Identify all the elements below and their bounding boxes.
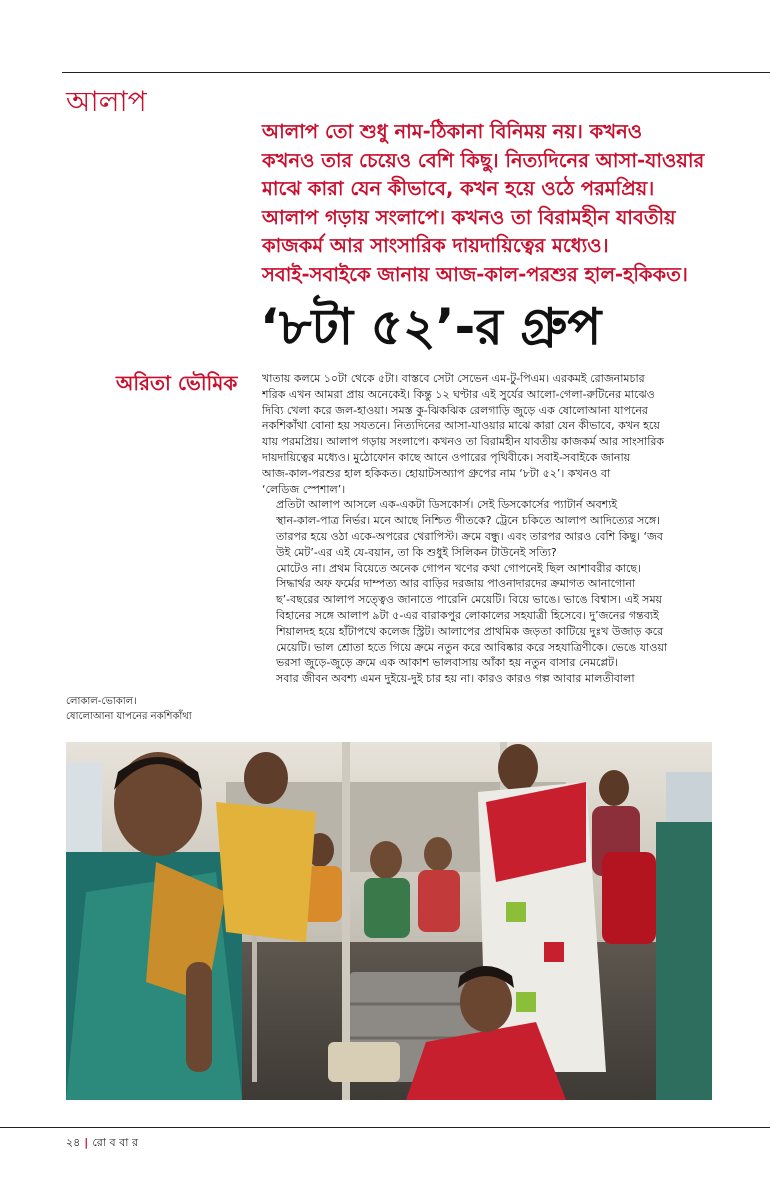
body-line: তারপর হয়ে ওঠা একে-অপরের থেরাপিস্ট। ক্রমে বন্ধু। এবং তারপর আরও বেশি কিছু। ‘জব: [276, 529, 663, 543]
train-compartment-photo: [66, 742, 712, 1100]
section-label: আলাপ: [66, 85, 147, 118]
body-paragraph: [262, 497, 742, 560]
body-line: আজ-কাল-পরশুর হাল হকিকত। হোয়াটসঅ্যাপ গ্রুপের নাম ‘৮টা ৫২’। কখনও বা: [262, 466, 611, 480]
intro-standfirst: [262, 118, 742, 290]
body-line: দিব্যি খেলা করে জল-হাওয়া। সমস্ত কু-ঝিকঝিক রেলগাড়ি জুড়ে এক ষোলোআনা যাপনের: [262, 403, 648, 417]
body-line: উই মেট’-এর এই যে-বয়ান, তা কি শুধুই সিলিকন টাউনেই সত্যি?: [276, 545, 557, 559]
body-line: সিদ্ধার্থর অফ ফর্মের দাম্পত্য আর বাড়ির দরজায় পাওনাদারদের ক্রমাগত আনাগোনা: [276, 577, 636, 591]
intro-line: কখনও তার চেয়েও বেশি কিছু। নিত্যদিনের আসা-যাওয়ার: [262, 148, 705, 172]
body-line: স্থান-কাল-পাত্র নির্ভর। মনে আছে নিশ্চিত গীতকে? ট্রেনে চকিতে আলাপ আদিত্যের সঙ্গে।: [276, 514, 661, 528]
body-line: শিয়ালদহ হয়ে হাঁটাপথে কলেজ স্ট্রিট। আলাপের প্রাথমিক জড়তা কাটিয়ে দুঃখ উজাড় করে: [276, 624, 664, 638]
body-line: মেয়েটি। ভাল শ্রোতা হতে গিয়ে ক্রমে নতুন করে আবিষ্কার করে সহযাত্রিণীকে। ভেঙে যাওয়া: [276, 640, 668, 654]
page-number: ২৪: [66, 1136, 81, 1149]
body-line: সবার জীবন অবশ্য এমন দুইয়ে-দুই চার হয় না। কারও কারও গল্প আবার মালতীবালা: [276, 672, 635, 686]
photo-caption: [66, 694, 192, 724]
intro-line: কাজকর্ম আর সাংসারিক দায়দায়িত্বের মধ্যেও।: [262, 234, 609, 258]
caption-line: ষোলোআনা যাপনের নকশিকাঁথা: [66, 711, 192, 722]
body-line: দায়দায়িত্বের মধ্যেও। মুঠোফোন কাছে আনে ওপারের পৃথিবীকে। সবাই-সবাইকে জানায়: [262, 450, 631, 464]
body-line: নকশিকাঁথা বোনা হয় সযতনে। নিত্যদিনের আসা-যাওয়ার মাঝে কারা যেন কীভাবে, কখন হয়ে: [262, 419, 660, 433]
intro-line: সবাই-সবাইকে জানায় আজ-কাল-পরশুর হাল-হকিকত।: [262, 262, 688, 286]
intro-line: মাঝে কারা যেন কীভাবে, কখন হয়ে ওঠে পরমপ্রিয়।: [262, 177, 655, 201]
footer-separator: |: [84, 1136, 89, 1149]
body-paragraph: [262, 371, 742, 497]
body-line: যায় পরমপ্রিয়। আলাপ গড়ায় সংলাপে। কখনও তা বিরামহীন যাবতীয় কাজকর্ম আর সাংসারিক: [262, 435, 665, 449]
body-paragraph: [262, 561, 742, 672]
body-line: প্রতিটা আলাপ আসলে এক-একটা ডিসকোর্স। সেই ডিসকোর্সের প্যাটার্ন অবশ্যই: [276, 498, 618, 512]
body-line: ভরসা জুড়ে-জুড়ে ক্রমে এক আকাশ ভালবাসায় আঁকা হয় নতুন বাসার নেমপ্লেট।: [276, 656, 618, 670]
body-line: ছ’-বছরের আলাপ সত্ত্বেও জানাতে পারেনি মেয়েটি। বিয়ে ভাঙে। ভাঙে বিশ্বাস। এই সময়: [276, 593, 663, 607]
author-byline: অরিতা ভৌমিক: [116, 371, 238, 395]
caption-line: লোকাল-ভোকাল।: [66, 696, 137, 707]
body-line: শরিক এখন আমরা প্রায় অনেকেই। কিন্তু ১২ ঘণ্টার এই সুর্যের আলো-গেলা-রুটিনের মাঝেও: [262, 387, 655, 401]
article-body: [262, 371, 742, 687]
body-line: ‘লেডিজ স্পেশাল’।: [262, 482, 346, 496]
top-rule: [62, 72, 770, 73]
body-paragraph: [262, 671, 742, 687]
body-line: বিহানের সঙ্গে আলাপ ৯টা ৫-এর বারাকপুর লোকালের সহযাত্রী হিসেবে। দু’জনের গন্তব্যই: [276, 608, 659, 622]
intro-line: আলাপ তো শুধু নাম-ঠিকানা বিনিময় নয়। কখনও: [262, 120, 643, 143]
intro-line: আলাপ গড়ায় সংলাপে। কখনও তা বিরামহীন যাবতীয়: [262, 205, 676, 229]
photo-illustration: [66, 742, 712, 1100]
page-footer: [66, 1134, 138, 1153]
publication-name: রো ব বা র: [92, 1136, 139, 1149]
body-line: খাতায় কলমে ১০টা থেকে ৫টা। বাস্তবে সেটা সেভেন এম-টু-পিএম। এরকমই রোজনামচার: [262, 372, 645, 385]
bottom-rule: [0, 1127, 770, 1128]
body-line: মোটেও না। প্রথম বিয়েতে অনেক গোপন খণের কথা গোপনেই ছিল আশাবরীর কাছে।: [276, 561, 642, 575]
article-headline: ‘৮টা ৫২’-র গ্রুপ: [260, 298, 602, 356]
